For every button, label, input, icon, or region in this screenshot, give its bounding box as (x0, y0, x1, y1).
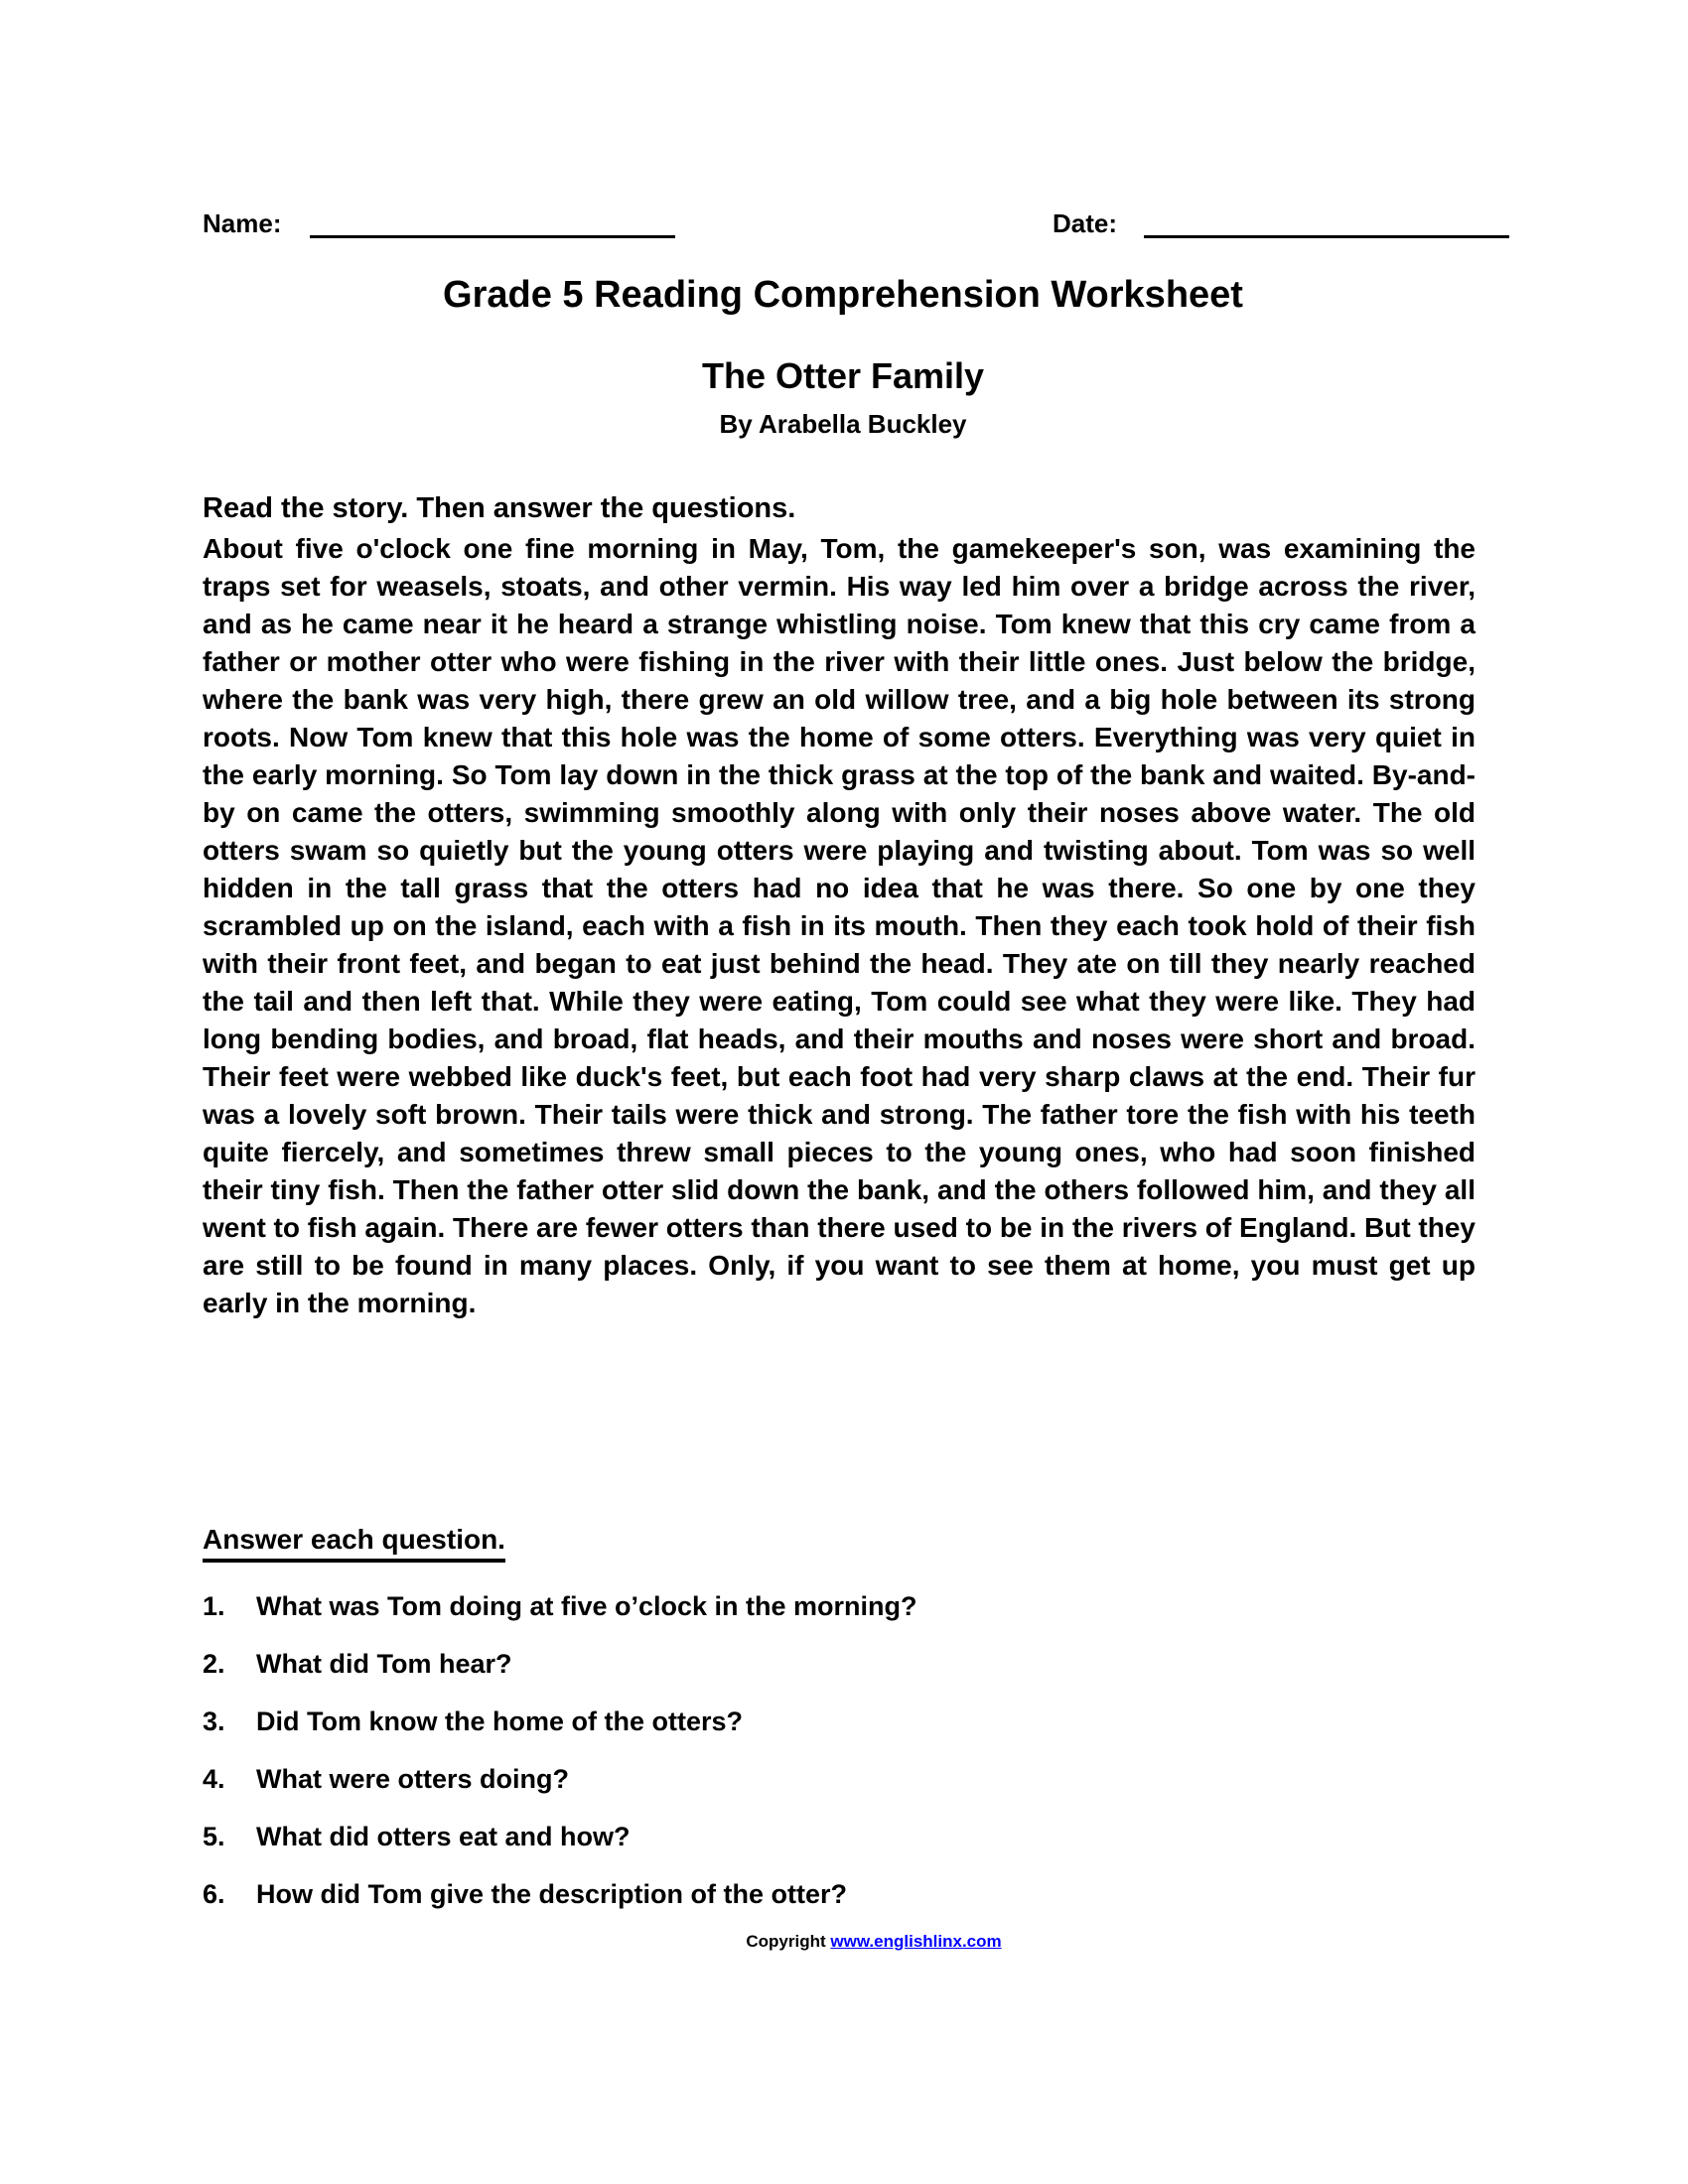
read-instruction: Read the story. Then answer the questions. (203, 492, 796, 524)
question-number: 1. (203, 1591, 225, 1621)
date-label: Date: (1053, 208, 1118, 238)
story-byline: By Arabella Buckley (719, 409, 967, 439)
date-blank-line (1144, 208, 1509, 238)
name-blank-line (310, 208, 675, 238)
question-number: 4. (203, 1764, 225, 1794)
question-number: 6. (203, 1879, 225, 1909)
worksheet-title: Grade 5 Reading Comprehension Worksheet (443, 274, 1243, 316)
question-number: 5. (203, 1822, 225, 1851)
question-text: What did otters eat and how? (256, 1822, 631, 1851)
question-number: 2. (203, 1649, 225, 1679)
name-label: Name: (203, 208, 282, 238)
question-text: What did Tom hear? (256, 1649, 512, 1679)
story-title: The Otter Family (701, 355, 985, 396)
question-text: How did Tom give the description of the otter? (256, 1879, 848, 1909)
copyright-label: Copyright (746, 1932, 826, 1951)
question-item-3 (203, 1706, 1476, 1736)
question-item-5 (203, 1822, 1476, 1851)
question-text: What was Tom doing at five o’clock in the morning? (256, 1591, 917, 1621)
question-item-6 (203, 1879, 1476, 1909)
story-paragraph: About five o'clock one fine morning in May, Tom, the gamekeeper's son, was examining the traps set for weasels, stoats, and other vermin. His way led him over a bridge across the river, and as he came near it he heard a strange whistling noise. Tom knew that this cry came from a father or mother otter who were fishing in the river with their little ones. Just below the bridge, where the bank was very high, there grew an old willow tree, and a big hole between its strong roots. Now Tom knew that this hole was the home of some otters. Everything was very quiet in the early morning. So Tom lay down in the thick grass at the top of the bank and waited. By-and-by on came the otters, swimming smoothly along with only their noses above water. The old otters swam so quietly but the young otters were playing and twisting about. Tom was so well hidden in the tall grass that the otters had no idea that he was there. So one by one they scrambled up on the island, each with a fish in its mouth. Then they each took hold of their fish with their front feet, and began to eat just behind the head. They ate on till they nearly reached the tail and then left that. While they were eating, Tom could see what they were like. They had long bending bodies, and broad, flat heads, and their mouths and noses were short and broad. Their feet were webbed like duck's feet, but each foot had very sharp claws at the end. Their fur was a lovely soft brown. Their tails were thick and strong. The father tore the fish with his teeth quite fiercely, and sometimes threw small pieces to the young ones, who had soon finished their tiny fish. Then the father otter slid down the bank, and the others followed him, and they all went to fish again. There are fewer otters than there used to be in the rivers of England. But they are still to be found in many places. Only, if you want to see them at home, you must get up early in the morning. (203, 533, 1476, 1318)
question-item-2 (203, 1649, 1476, 1679)
question-text: What were otters doing? (256, 1764, 570, 1794)
copyright-link[interactable]: www.englishlinx.com (830, 1932, 1002, 1951)
question-item-4 (203, 1764, 1476, 1794)
question-text: Did Tom know the home of the otters? (256, 1706, 743, 1736)
question-item-1 (203, 1591, 1476, 1621)
answer-heading: Answer each question. (203, 1524, 505, 1563)
questions-list (203, 1591, 1476, 1937)
copyright-footer (203, 1932, 1545, 1952)
question-number: 3. (203, 1706, 225, 1736)
